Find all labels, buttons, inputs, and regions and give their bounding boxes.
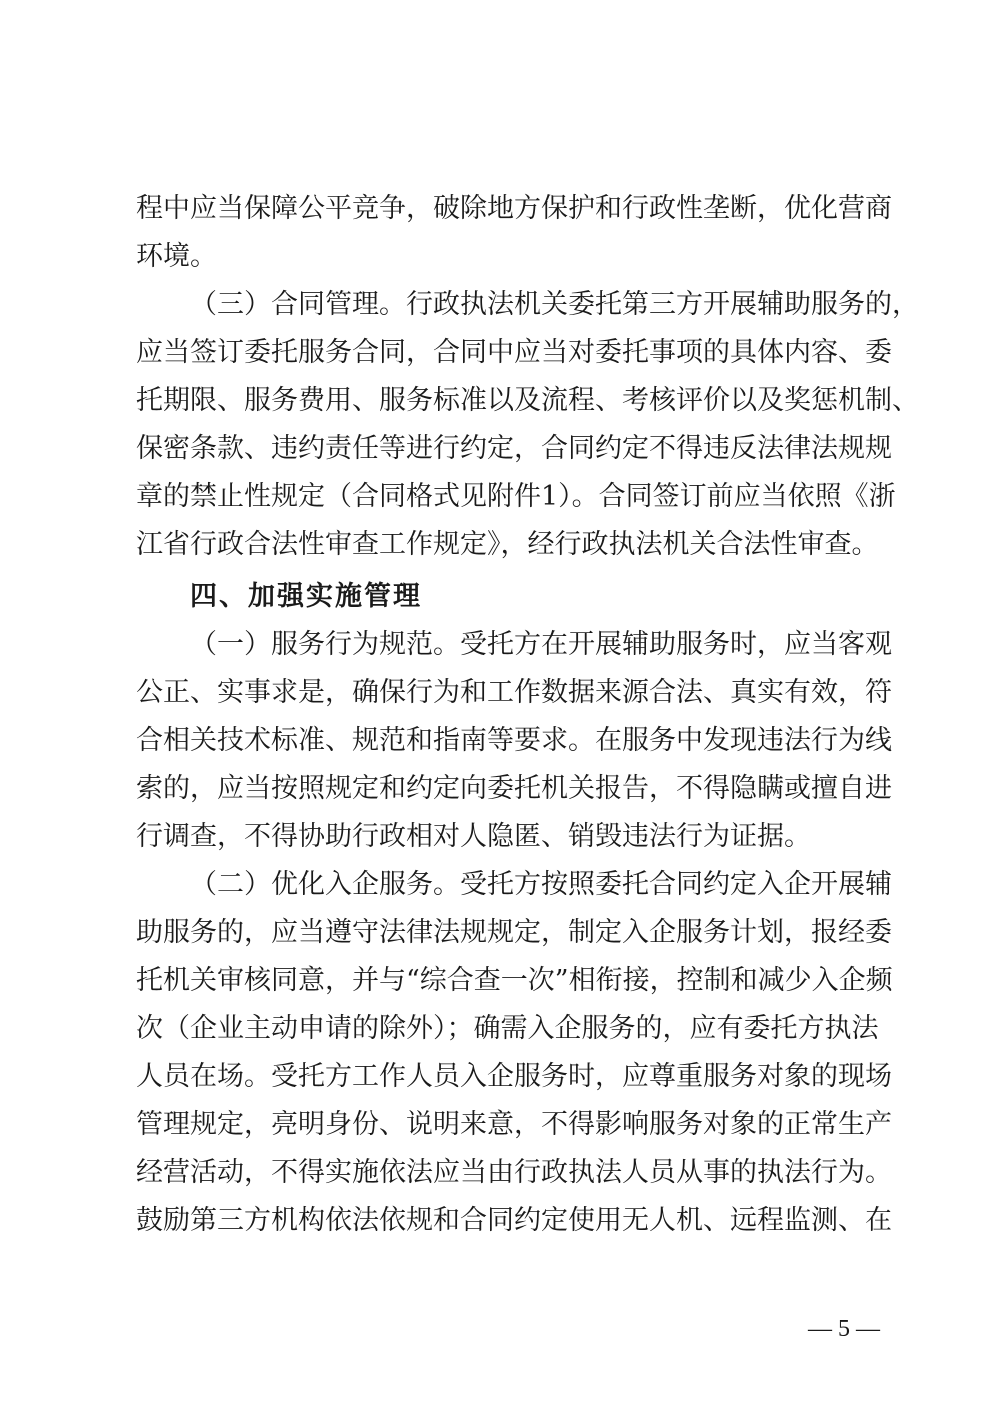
text-line-6: 保密条款、违约责任等进行约定，合同约定不得违反法律法规规 (136, 433, 892, 464)
text-line-1: 程中应当保障公平竞争，破除地方保护和行政性垄断，优化营商 (136, 193, 892, 224)
text-line-15: （二）优化入企服务。受托方按照委托合同约定入企开展辅 (190, 869, 892, 900)
text-line-14: 行调查，不得协助行政相对人隐匿、销毁违法行为证据。 (136, 821, 811, 852)
text-line-4: 应当签订委托服务合同，合同中应当对委托事项的具体内容、委 (136, 337, 892, 368)
text-line-22: 鼓励第三方机构依法依规和合同约定使用无人机、远程监测、在 (136, 1205, 892, 1236)
text-line-12: 合相关技术标准、规范和指南等要求。在服务中发现违法行为线 (136, 725, 892, 756)
text-line-20: 管理规定，亮明身份、说明来意，不得影响服务对象的正常生产 (136, 1109, 892, 1140)
text-line-2: 环境。 (136, 241, 217, 272)
text-line-7: 章的禁止性规定（合同格式见附件1）。合同签订前应当依照《浙 (136, 481, 896, 512)
text-line-17: 托机关审核同意，并与“综合查一次”相衔接，控制和减少入企频 (136, 965, 893, 996)
text-line-3: （三）合同管理。行政执法机关委托第三方开展辅助服务的， (190, 289, 919, 320)
page-number: — 5 — (808, 1316, 880, 1342)
text-line-10: （一）服务行为规范。受托方在开展辅助服务时，应当客观 (190, 629, 892, 660)
text-line-13: 索的，应当按照规定和约定向委托机关报告，不得隐瞒或擅自进 (136, 773, 892, 804)
text-line-5: 托期限、服务费用、服务标准以及流程、考核评价以及奖惩机制、 (136, 385, 919, 416)
text-line-18: 次（企业主动申请的除外）；确需入企服务的，应有委托方执法 (136, 1013, 879, 1044)
text-line-11: 公正、实事求是，确保行为和工作数据来源合法、真实有效，符 (136, 677, 892, 708)
text-line-19: 人员在场。受托方工作人员入企服务时，应尊重服务对象的现场 (136, 1061, 892, 1092)
text-line-21: 经营活动，不得实施依法应当由行政执法人员从事的执法行为。 (136, 1157, 892, 1188)
section-heading: 四、加强实施管理 (190, 581, 422, 612)
text-line-16: 助服务的，应当遵守法律法规规定，制定入企服务计划，报经委 (136, 917, 892, 948)
text-line-8: 江省行政合法性审查工作规定》，经行政执法机关合法性审查。 (136, 529, 879, 560)
